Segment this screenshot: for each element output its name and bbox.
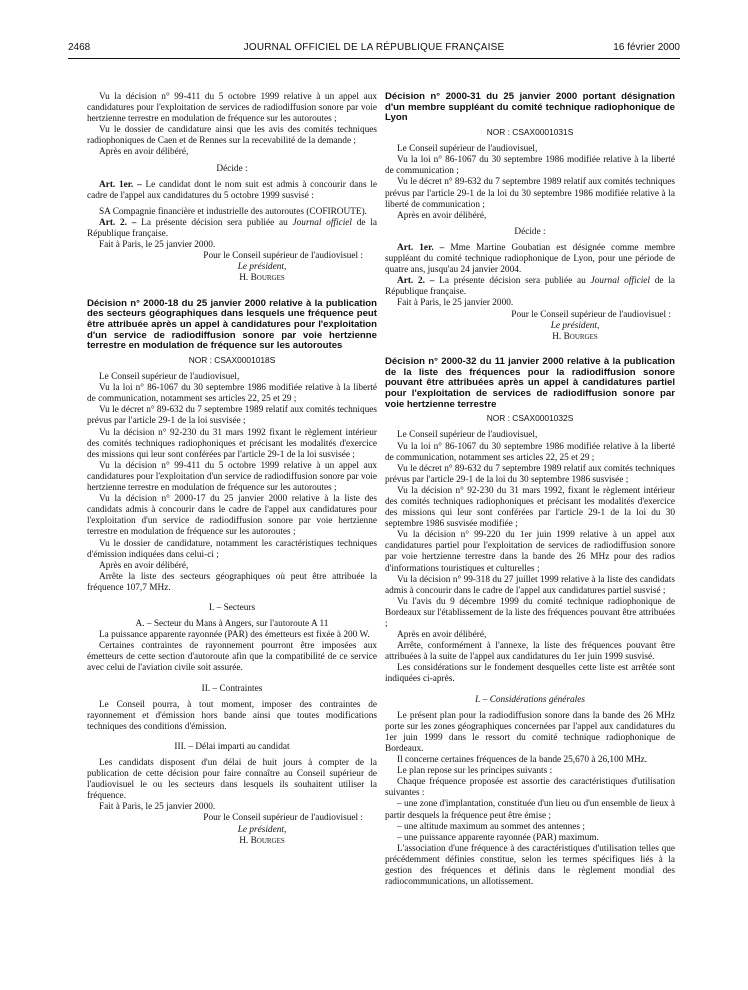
list-item: – une puissance apparente rayonnée (PAR) maximum. xyxy=(397,832,599,843)
section-heading: I. – Secteurs xyxy=(208,602,256,613)
paragraph: Vu la décision n° 99-411 du 5 octobre 1999 relative à un appel aux candidatures pour l'exploitation de services de radiodiffusion sonore par voie hertzienne terrestre en modulation de fréquence sur les autoroutes ; xyxy=(87,92,377,125)
article-text: La présente décision sera publiée au xyxy=(439,276,586,287)
nor-reference: NOR : CSAX0001018S xyxy=(188,355,276,366)
paragraph: Vu la décision n° 92-230 du 31 mars 1992, fixant le règlement intérieur des comités techniques radiophoniques et précisant les modalités d'exercice des missions qui leur sont conférées par l'article 29-1 de la loi du 30 septembre 1986 susvisée modifiée ; xyxy=(385,485,675,530)
article-text: de la République française. xyxy=(385,276,675,298)
article-1 xyxy=(385,243,675,276)
decision-title: Décision n° 2000-32 du 11 janvier 2000 relative à la publication de la liste des fréquences pour la radiodiffusion sonore pouvant être attribuées après un appel à candidatures partiel pour l'exploitation de services de radiodiffusion sonore par voie hertzienne terrestre xyxy=(385,355,675,410)
paragraph: Après en avoir délibéré, xyxy=(397,210,487,221)
subsection-heading: A. – Secteur du Mans à Angers, sur l'autoroute A 11 xyxy=(135,619,329,630)
signatory-body: Pour le Conseil supérieur de l'audiovisuel : xyxy=(203,251,363,262)
paragraph: Vu la décision n° 2000-17 du 25 janvier 2000 relative à la liste des candidats admis à concourir dans le cadre de l'appel aux candidatures pour l'exploitation d'un service de radiodiffusion sonore par voie hertzienne terrestre en modulation de fréquence sur les autoroutes ; xyxy=(87,494,377,538)
decide-label: Décide : xyxy=(514,226,546,237)
article-1 xyxy=(87,180,377,202)
signature-date: Fait à Paris, le 25 janvier 2000. xyxy=(397,298,514,309)
paragraph: Vu la décision n° 99-318 du 27 juillet 1999 relative à la liste des candidats admis à concourir dans le cadre de l'appel aux candidatures partiel susvisé ; xyxy=(385,574,675,596)
signatory-title xyxy=(385,321,675,332)
list-item: – une zone d'implantation, constituée d'un lieu ou d'un ensemble de lieux à partir desquels la fréquence peut être émise ; xyxy=(385,799,675,821)
left-column xyxy=(87,92,377,847)
signatory-title xyxy=(87,825,377,836)
right-column xyxy=(385,92,675,888)
paragraph: Chaque fréquence proposée est assortie des caractéristiques d'utilisation suivantes : xyxy=(385,777,675,799)
section-heading: II. – Contraintes xyxy=(201,683,263,694)
article-text: La présente décision sera publiée au xyxy=(141,217,288,228)
header-rule xyxy=(68,58,680,59)
article-text: Le candidat dont le nom suit est admis à concourir dans le cadre de l'appel aux candidatures du 5 octobre 1999 susvisé : xyxy=(87,179,378,201)
paragraph: Vu l'avis du 9 décembre 1999 du comité technique radiophonique de Bordeaux sur l'établissement de la liste des fréquences pouvant être attribuées ; xyxy=(385,596,675,629)
paragraph: Vu la décision n° 92-230 du 31 mars 1992 fixant le règlement intérieur des comités techniques radiophoniques et précisant les modalités d'exercice des missions qui leur sont conférées par l'article 29-1 de la loi susvisée ; xyxy=(87,427,377,460)
journal-ref: Journal officiel xyxy=(590,276,651,287)
article-text: de la République française. xyxy=(87,217,377,240)
signatory-title xyxy=(87,262,377,273)
paragraph: Vu le décret n° 89-632 du 7 septembre 1989 relatif aux comités techniques prévus par l'article 29-1 de la loi susvisée ; xyxy=(87,405,377,427)
signatory-name: H. Bourges xyxy=(239,273,285,284)
page-header xyxy=(68,42,680,56)
paragraph: Après en avoir délibéré, xyxy=(99,560,189,571)
paragraph: Vu la décision n° 99-411 du 5 octobre 1999 relative à un appel aux candidatures pour l'exploitation d'un service de radiodiffusion sonore par voie hertzienne terrestre en modulation de fréquence sur les autoroutes ; xyxy=(87,460,377,494)
paragraph: La puissance apparente rayonnée (PAR) des émetteurs est fixée à 200 W. xyxy=(99,630,370,641)
paragraph: Vu la loi n° 86-1067 du 30 septembre 1986 modifiée relative à la liberté de communication ; xyxy=(385,155,675,177)
section-heading-text: I. – Considérations générales xyxy=(474,694,585,705)
paragraph: Le Conseil pourra, à tout moment, imposer des contraintes de rayonnement et d'émission hors bande ainsi que toutes modifications techniques des conditions d'émission. xyxy=(87,699,377,732)
paragraph: Arrête la liste des secteurs géographiques où peut être attribuée la fréquence 107,7 MHz. xyxy=(87,571,377,593)
article-2 xyxy=(385,276,675,298)
journal-ref: Journal officiel xyxy=(292,217,353,228)
paragraph: Le Conseil supérieur de l'audiovisuel, xyxy=(397,430,538,441)
signatory-name: H. Bourges xyxy=(239,835,285,846)
decide-label: Décide : xyxy=(216,163,248,174)
article-label: Art. 2. – xyxy=(397,276,435,287)
signatory-body: Pour le Conseil supérieur de l'audiovisuel : xyxy=(203,813,363,824)
section-heading xyxy=(385,695,675,706)
paragraph: Vu le dossier de candidature ainsi que les avis des comités techniques radiophoniques de Caen et de Rennes sur la recevabilité de la demande ; xyxy=(87,125,377,147)
article-label: Art. 1er. – xyxy=(99,179,142,190)
page-number: 2468 xyxy=(68,42,91,53)
list-item: – une altitude maximum au sommet des antennes ; xyxy=(397,821,585,832)
paragraph: Vu le dossier de candidature, notamment les caractéristiques techniques d'émission indiquées dans celui-ci ; xyxy=(87,538,377,560)
signatory-title-text: Le président, xyxy=(237,824,287,835)
paragraph: Le plan repose sur les principes suivants : xyxy=(397,766,553,777)
paragraph: Vu la loi n° 86-1067 du 30 septembre 1986 modifiée relative à la liberté de communication, notamment ses articles 22, 25 et 29 ; xyxy=(87,383,377,405)
article-label: Art. 2. – xyxy=(99,217,137,228)
section-heading: III. – Délai imparti au candidat xyxy=(174,741,290,752)
decision-title: Décision n° 2000-31 du 25 janvier 2000 portant désignation d'un membre suppléant du comité technique radiophonique de Lyon xyxy=(385,91,675,124)
paragraph: SA Compagnie financière et industrielle des autoroutes (COFIROUTE). xyxy=(99,206,368,217)
issue-date: 16 février 2000 xyxy=(613,42,680,53)
signature-date: Fait à Paris, le 25 janvier 2000. xyxy=(99,802,216,813)
nor-reference: NOR : CSAX0001032S xyxy=(486,413,574,424)
signatory-name: H. Bourges xyxy=(552,331,598,342)
paragraph: Vu la loi n° 86-1067 du 30 septembre 1986 modifiée relative à la liberté de communication, notamment ses articles 22, 25 et 29 ; xyxy=(385,441,675,463)
article-2 xyxy=(87,218,377,240)
signatory-title-text: Le président, xyxy=(237,262,287,273)
paragraph: Vu le décret n° 89-632 du 7 septembre 1989 relatif aux comités techniques prévus par l'article 29-1 de la loi du 30 septembre 1986 modifiée relative à la liberté de communication ; xyxy=(385,177,675,210)
paragraph: Le présent plan pour la radiodiffusion sonore dans la bande des 26 MHz porte sur les zones géographiques concernées par l'appel aux candidatures du 1er juin 1999 dans le ressort du comité technique radiophonique de Bordeaux. xyxy=(385,710,675,754)
signatory-title-text: Le président, xyxy=(550,320,600,331)
paragraph: Les considérations sur le fondement desquelles cette liste est arrêtée sont indiquées ci-après. xyxy=(385,663,675,685)
signature-date: Fait à Paris, le 25 janvier 2000. xyxy=(99,240,216,251)
paragraph: L'association d'une fréquence à des caractéristiques d'utilisation telles que précédemment définies constitue, selon les termes spécifiques liés à la gestion des fréquences et définis dans le règlement mondial des radiocommunications, un allotissement. xyxy=(385,843,675,888)
paragraph: Le Conseil supérieur de l'audiovisuel, xyxy=(397,144,538,155)
paragraph: Certaines contraintes de rayonnement pourront être imposées aux émetteurs de cette section d'autoroute afin que la compatibilité de ce service avec celui de l'aviation civile soit assurée. xyxy=(87,641,377,674)
paragraph: Les candidats disposent d'un délai de huit jours à compter de la publication de cette décision pour faire connaître au Conseil supérieur de l'audiovisuel le ou les secteurs dans lesquels ils souhaitent utiliser la fréquence. xyxy=(87,758,377,802)
paragraph: Vu la décision n° 99-220 du 1er juin 1999 relative à un appel aux candidatures partiel pour l'exploitation de services de radiodiffusion sonore par voie hertzienne terrestre dans la bande des 26 MHz pour des radios d'informations touristiques et culturelles ; xyxy=(385,530,675,574)
paragraph: Le Conseil supérieur de l'audiovisuel, xyxy=(99,372,240,383)
article-label: Art. 1er. – xyxy=(397,242,445,253)
paragraph: Vu le décret n° 89-632 du 7 septembre 1989 relatif aux comités techniques prévus par l'article 29-1 de la loi du 30 septembre 1986 susvisée ; xyxy=(385,463,675,485)
decision-title: Décision n° 2000-18 du 25 janvier 2000 relative à la publication des secteurs géographiques dans lesquels une fréquence peut être attribuée après un appel à candidatures pour l'exploitation d'un service de radiodiffusion sonore par voie hertzienne terrestre en modulation de fréquence sur les autoroutes xyxy=(87,297,377,352)
signatory-body: Pour le Conseil supérieur de l'audiovisuel : xyxy=(511,309,671,320)
paragraph: Il concerne certaines fréquences de la bande 25,670 à 26,100 MHz. xyxy=(397,755,648,766)
paragraph: Après en avoir délibéré, xyxy=(99,147,189,158)
journal-title: JOURNAL OFFICIEL DE LA RÉPUBLIQUE FRANÇAISE xyxy=(243,42,505,53)
paragraph: Après en avoir délibéré, xyxy=(397,630,487,641)
article-text: Mme Martine Goubatian est désignée comme membre suppléant du comité technique radiophonique de Lyon, pour une période de quatre ans, jusqu'au 24 janvier 2004. xyxy=(385,242,675,276)
nor-reference: NOR : CSAX0001031S xyxy=(486,127,574,138)
paragraph: Arrête, conformément à l'annexe, la liste des fréquences pouvant être attribuées à la suite de l'appel aux candidatures du 1er juin 1999 susvisé. xyxy=(385,641,675,663)
